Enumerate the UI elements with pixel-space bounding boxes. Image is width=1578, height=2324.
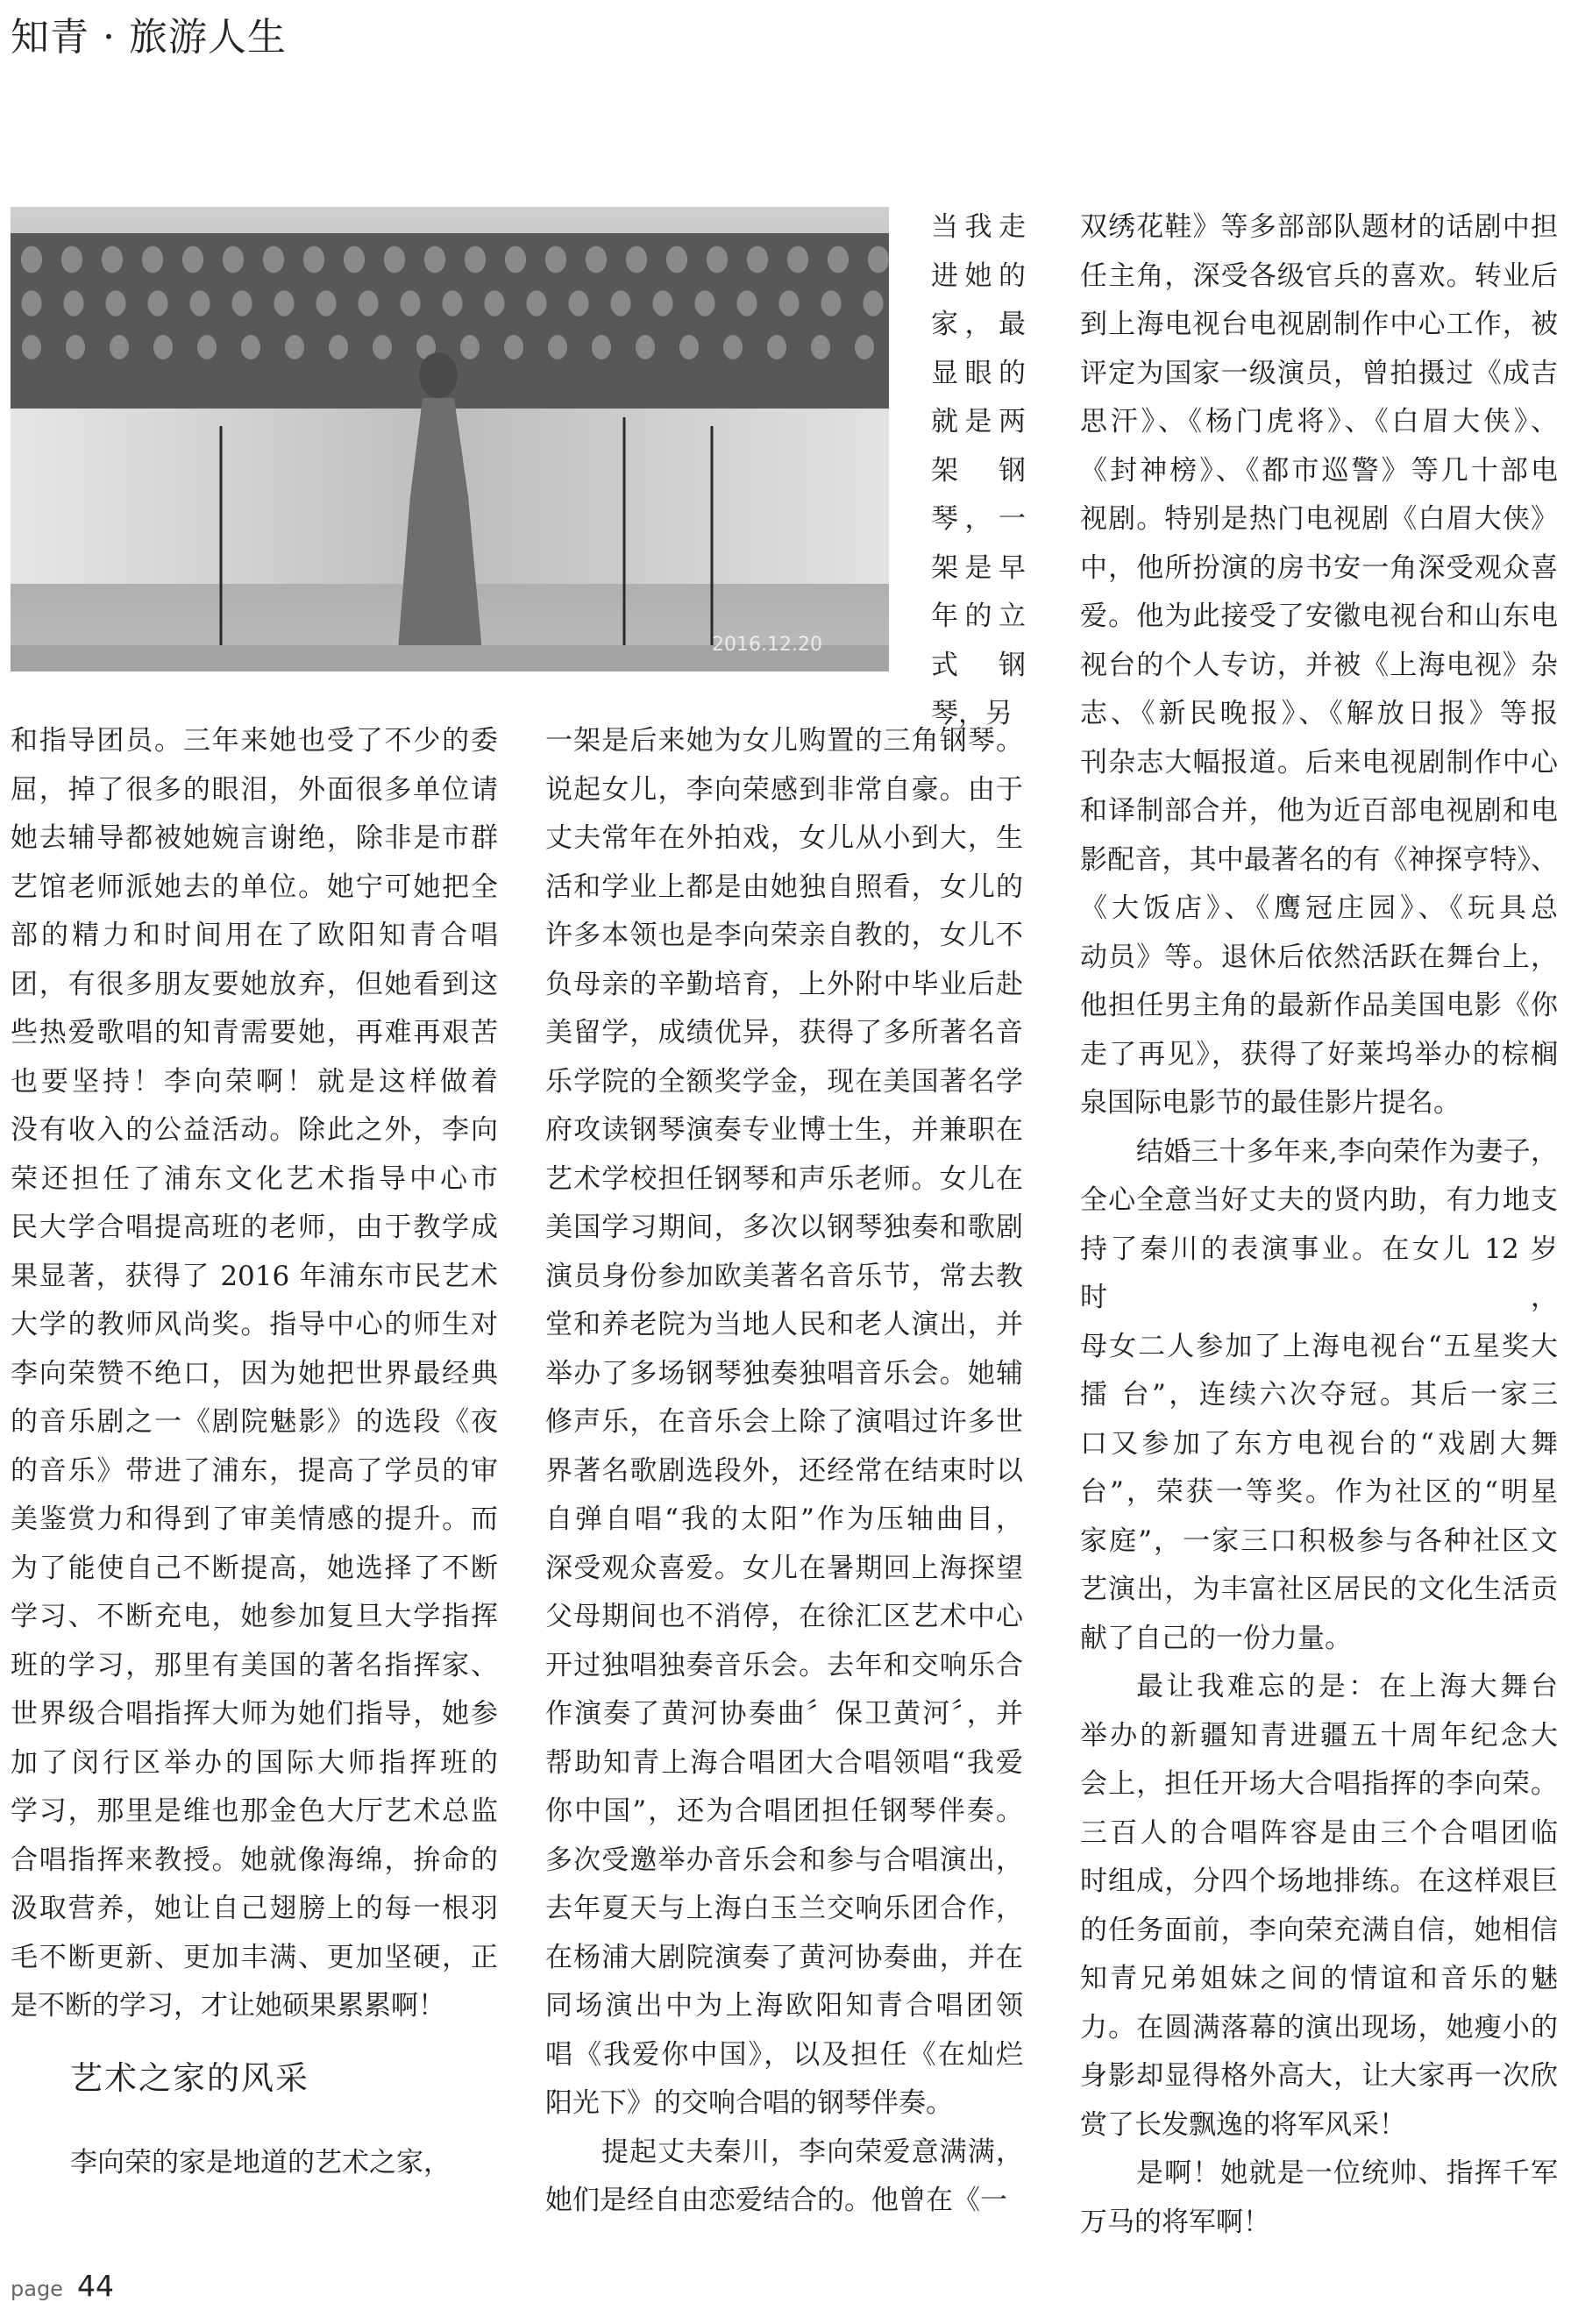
singer-head (66, 335, 85, 359)
text-line: 班的学习，那里有美国的著名指挥家、 (11, 1649, 498, 1681)
singer-head (747, 246, 768, 274)
text-line: 《封神榜》、《都市巡警》等几十部电 (1080, 454, 1558, 487)
text-line: 琴，一 (931, 503, 1026, 535)
text-line: 就是两 (931, 406, 1026, 437)
singer-head (442, 290, 462, 316)
right-paragraph-2 (1080, 1128, 1558, 1664)
text-line: 知青兄弟姐妹之间的情谊和音乐的魅 (1080, 1963, 1558, 1994)
singer-head (465, 246, 486, 274)
text-line: 走了再见》，获得了好莱坞举办的棕榈 (1080, 1038, 1558, 1070)
right-text-column (1080, 203, 1558, 2247)
singer-head (568, 290, 588, 316)
text-line: 丈夫常年在外拍戏，女儿从小到大，生 (545, 822, 1023, 854)
singer-head (868, 246, 889, 274)
text-line: 界著名歌剧选段外，还经常在结束时以 (545, 1454, 1023, 1487)
text-line: 美国学习期间，多次以钢琴独奏和歌剧 (545, 1212, 1023, 1243)
text-line: 加了闵行区举办的国际大师指挥班的 (11, 1746, 498, 1779)
text-line: 堂和养老院为当地人民和老人演出，并 (545, 1309, 1023, 1340)
text-line: 开过独唱独奏音乐会。去年和交响乐合 (545, 1649, 1023, 1681)
text-line: 式 钢 (931, 649, 1026, 681)
page-number: 44 (76, 2269, 114, 2303)
singer-head (504, 335, 523, 359)
text-line: 没有收入的公益活动。除此之外，李向 (11, 1114, 498, 1146)
page-label: page (11, 2277, 63, 2301)
text-line: 美鉴赏力和得到了审美情感的提升。而 (11, 1503, 498, 1535)
singer-head (223, 246, 244, 274)
singer-head (787, 246, 808, 274)
singer-head (545, 246, 566, 274)
text-line: 许多本领也是李向荣亲自教的，女儿不 (545, 920, 1023, 951)
text-line: 阳光下》的交响合唱的钢琴伴奏。 (545, 2087, 953, 2119)
text-line: 动员》等。退休后依然活跃在舞台上， (1080, 941, 1558, 973)
text-line: 双绣花鞋》等多部部队题材的话剧中担 (1080, 211, 1558, 243)
singer-head (526, 290, 546, 316)
right-paragraph-3 (1080, 1663, 1558, 2150)
text-line: 任主角，深受各级官兵的喜欢。转业后 (1080, 259, 1558, 292)
singer-head (285, 335, 304, 359)
singer-head (110, 335, 129, 359)
singer-head (147, 290, 167, 316)
text-line: 的任务面前，李向荣充满自信，她相信 (1080, 1914, 1558, 1946)
photo-date-watermark: 2016.12.20 (712, 634, 822, 656)
singer-head (344, 246, 365, 274)
singer-head (424, 246, 445, 274)
singer-head (63, 290, 83, 316)
singer-head (626, 246, 647, 274)
text-line: 全心全意当好丈夫的贤内助，有力地支 (1080, 1184, 1558, 1216)
singer-head (22, 335, 41, 359)
narrow-text-column (931, 203, 1026, 739)
text-line: 合唱指挥来教授。她就像海绵，拚命的 (11, 1844, 498, 1876)
singer-head (484, 290, 504, 316)
text-line: 架是早 (931, 551, 1026, 584)
text-line: 美留学，成绩优异，获得了多所著名音 (545, 1017, 1023, 1048)
singer-head (358, 290, 378, 316)
text-line: 同场演出中为上海欧阳知青合唱团领 (545, 1990, 1023, 2022)
singer-head (863, 290, 883, 316)
text-line: 的音乐剧之一《剧院魅影》的选段《夜 (11, 1406, 498, 1438)
text-line: 唱《我爱你中国》，以及担任《在灿烂 (545, 2038, 1023, 2071)
text-line: 一架是后来她为女儿购置的三角钢琴。 (545, 725, 1023, 757)
singer-head (21, 246, 42, 274)
text-line: 家，最 (931, 309, 1026, 340)
section-heading: 艺术之家的风采 (70, 2059, 309, 2097)
text-line: 显眼的 (931, 357, 1026, 389)
page-footer (11, 2269, 114, 2303)
text-line: 家庭”，一家三口积极参与各种社区文 (1080, 1524, 1558, 1557)
text-line: 艺馆老师派她去的单位。她宁可她把全 (11, 871, 498, 903)
text-line: 视台的个人专访，并被《上海电视》杂 (1080, 649, 1558, 681)
text-line: 父母期间也不消停，在徐汇区艺术中心 (545, 1601, 1023, 1632)
singer-head (652, 290, 672, 316)
singer-head (610, 290, 630, 316)
text-line: 果显著，获得了 2016 年浦东市民艺术 (11, 1260, 498, 1292)
text-line: 和译制部合并，他为近百部电视剧和电 (1080, 795, 1558, 827)
text-line: 赏了长发飘逸的将军风采！ (1080, 2108, 1406, 2141)
text-line: 府攻读钢琴演奏专业博士生，并兼职在 (545, 1114, 1023, 1146)
text-line: 艺演出，为丰富社区居民的文化生活贡 (1080, 1574, 1558, 1605)
text-line: 琴，另 (931, 698, 1013, 729)
singer-head (505, 246, 526, 274)
text-line: 部的精力和时间用在了欧阳知青合唱 (11, 920, 498, 951)
text-line: 最让我难忘的是：在上海大舞台 (1136, 1671, 1558, 1702)
text-line: 口又参加了东方电视台的“戏剧大舞 (1080, 1427, 1558, 1460)
singer-head (231, 290, 252, 316)
text-line: 学习，那里是维也那金色大厅艺术总监 (11, 1795, 498, 1827)
text-line: 持了秦川的表演事业。在女儿 12 岁时， (1080, 1233, 1558, 1313)
text-line: 他担任男主角的最新作品美国电影《你 (1080, 990, 1558, 1021)
text-line: 献了自己的一份力量。 (1080, 1622, 1352, 1654)
text-line: 中，他所扮演的房书安一角深受观众喜 (1080, 551, 1558, 584)
left-paragraph-2-block (70, 2139, 508, 2188)
magazine-section-header: 知青 · 旅游人生 (11, 15, 287, 60)
text-line: 帮助知青上海合唱团大合唱领唱“我爱 (545, 1746, 1023, 1779)
right-paragraph-4 (1080, 2150, 1558, 2247)
middle-paragraph-2 (545, 2129, 1023, 2226)
text-line: 活和学业上都是由她独自照看，女儿的 (545, 871, 1023, 903)
text-line: 擂 台”，连续六次夺冠。其后一家三 (1080, 1379, 1558, 1411)
left-paragraph-1 (11, 717, 498, 2031)
singer-head (142, 246, 163, 274)
text-line: 架 钢 (931, 454, 1026, 487)
singer-head (189, 290, 210, 316)
singer-head (373, 335, 392, 359)
singer-head (384, 246, 405, 274)
text-line: 是不断的学习，才让她硕果累累啊！ (11, 1990, 445, 2022)
text-line: 世界级合唱指挥大师为她们指导，她参 (11, 1698, 498, 1730)
text-line: 思汗》、《杨门虎将》、《白眉大侠》、 (1080, 406, 1558, 437)
text-line: 深受观众喜爱。女儿在暑期回上海探望 (545, 1552, 1023, 1584)
text-line: 结婚三十多年来,李向荣作为妻子， (1136, 1135, 1558, 1168)
text-line: 去年夏天与上海白玉兰交响乐团合作， (545, 1893, 1023, 1924)
middle-text-column (545, 717, 1023, 2226)
text-line: 也要坚持！李向荣啊！就是这样做着 (11, 1065, 498, 1098)
singer-head (666, 246, 687, 274)
text-line: 万马的将军啊！ (1080, 2206, 1270, 2238)
text-line: 母女二人参加了上海电视台“五星奖大 (1080, 1330, 1558, 1362)
text-line: 她去辅导都被她婉言谢绝，除非是市群 (11, 822, 498, 854)
text-line: 毛不断更新、更加丰满、更加坚硬，正 (11, 1941, 498, 1973)
singer-head (723, 335, 743, 359)
singer-head (778, 290, 799, 316)
text-line: 乐学院的全额奖学金，现在美国著名学 (545, 1065, 1023, 1098)
singer-head (811, 335, 830, 359)
text-line: 刊杂志大幅报道。后来电视剧制作中心 (1080, 746, 1558, 778)
text-line: 荣还担任了浦东文化艺术指导中心市 (11, 1162, 498, 1195)
text-line: 评定为国家一级演员，曾拍摄过《成吉 (1080, 357, 1558, 389)
text-line: 为了能使自己不断提高，她选择了不断 (11, 1552, 498, 1584)
text-line: 修声乐，在音乐会上除了演唱过许多世 (545, 1406, 1023, 1438)
text-line: 作演奏了黄河协奏曲〞保卫黄河〞，并 (545, 1698, 1023, 1730)
text-line: 汲取营养，她让自己翅膀上的每一根羽 (11, 1893, 498, 1924)
left-text-column (11, 717, 498, 2031)
left-paragraph-2: 李向荣的家是地道的艺术之家， (70, 2147, 451, 2178)
text-line: 她们是经自由恋爱结合的。他曾在《一 (545, 2185, 1007, 2216)
singer-head (153, 335, 173, 359)
singer-head (855, 335, 874, 359)
singer-head (105, 290, 125, 316)
text-line: 到上海电视台电视剧制作中心工作，被 (1080, 309, 1558, 340)
singer-head (592, 335, 611, 359)
text-line: 泉国际电影节的最佳影片提名。 (1080, 1087, 1461, 1119)
text-line: 影配音，其中最著名的有《神探亨特》、 (1080, 843, 1558, 876)
text-line: 团，有很多朋友要她放弃，但她看到这 (11, 968, 498, 1000)
text-line: 民大学合唱提高班的老师，由于教学成 (11, 1212, 498, 1243)
text-line: 多次受邀举办音乐会和参与合唱演出， (545, 1844, 1023, 1876)
text-line: 屈，掉了很多的眼泪，外面很多单位请 (11, 773, 498, 806)
text-line: 当我走 (931, 211, 1026, 243)
singer-head (736, 290, 757, 316)
text-line: 爱。他为此接受了安徽电视台和山东电 (1080, 601, 1558, 632)
text-line: 提起丈夫秦川，李向荣爱意满满， (601, 2136, 1023, 2168)
text-line: 进她的 (931, 259, 1026, 292)
singer-head (694, 290, 714, 316)
singer-head (329, 335, 348, 359)
singer-head (548, 335, 567, 359)
singer-head (707, 246, 728, 274)
text-line: 在杨浦大剧院演奏了黄河协奏曲，并在 (545, 1941, 1023, 1973)
text-line: 负母亲的辛勤培育，上外附中毕业后赴 (545, 968, 1023, 1000)
text-line: 三百人的合唱阵容是由三个合唱团临 (1080, 1816, 1558, 1849)
text-line: 力。在圆满落幕的演出现场，她瘦小的 (1080, 2011, 1558, 2043)
text-line: 举办了多场钢琴独奏独唱音乐会。她辅 (545, 1357, 1023, 1389)
text-line: 是啊！她就是一位统帅、指挥千军 (1136, 2157, 1558, 2189)
singer-head (828, 246, 849, 274)
singer-head (197, 335, 217, 359)
singer-head (400, 290, 420, 316)
text-line: 学习、不断充电，她参加复旦大学指挥 (11, 1601, 498, 1632)
right-paragraph-1 (1080, 203, 1558, 1128)
singer-head (460, 335, 480, 359)
text-line: 和指导团员。三年来她也受了不少的委 (11, 725, 498, 757)
text-line: 台”，荣获一等奖。作为社区的“明星 (1080, 1476, 1558, 1508)
singer-head (61, 246, 82, 274)
text-line: 你中国”，还为合唱团担任钢琴伴奏。 (545, 1795, 1023, 1827)
singer-head (636, 335, 655, 359)
singer-head (274, 290, 294, 316)
text-line: 身影却显得格外高大，让大家再一次欣 (1080, 2060, 1558, 2092)
middle-paragraph-1 (545, 717, 1023, 2129)
text-line: 时组成，分四个场地排练。在这样艰巨 (1080, 1866, 1558, 1897)
text-line: 的音乐》带进了浦东，提高了学员的审 (11, 1454, 498, 1487)
text-line: 志、《新民晚报》、《解放日报》等报 (1080, 698, 1558, 729)
text-line: 演员身份参加欧美著名音乐节，常去教 (545, 1260, 1023, 1292)
singer-head (821, 290, 841, 316)
text-line: 年的立 (931, 601, 1026, 632)
text-line: 李向荣赞不绝口，因为她把世界最经典 (11, 1357, 498, 1389)
text-line: 视剧。特别是热门电视剧《白眉大侠》 (1080, 503, 1558, 535)
text-line: 些热爱歌唱的知青需要她，再难再艰苦 (11, 1017, 498, 1048)
text-line: 大学的教师风尚奖。指导中心的师生对 (11, 1309, 498, 1340)
text-line: 说起女儿，李向荣感到非常自豪。由于 (545, 773, 1023, 806)
singer-head (303, 246, 324, 274)
singer-head (586, 246, 607, 274)
singer-head (263, 246, 284, 274)
text-line: 艺术学校担任钢琴和声乐老师。女儿在 (545, 1162, 1023, 1195)
text-line: 《大饭店》、《鹰冠庄园》、《玩具总 (1080, 892, 1558, 924)
text-line: 会上，担任开场大合唱指挥的李向荣。 (1080, 1768, 1558, 1800)
singer-head (767, 335, 786, 359)
choir-photo (11, 207, 889, 672)
singer-head (102, 246, 123, 274)
singer-head (241, 335, 260, 359)
text-line: 自弹自唱“我的太阳”作为压轴曲目， (545, 1503, 1023, 1535)
singer-head (316, 290, 336, 316)
singer-head (679, 335, 699, 359)
text-line: 举办的新疆知青进疆五十周年纪念大 (1080, 1719, 1558, 1752)
singer-head (182, 246, 203, 274)
singer-head (21, 290, 41, 316)
